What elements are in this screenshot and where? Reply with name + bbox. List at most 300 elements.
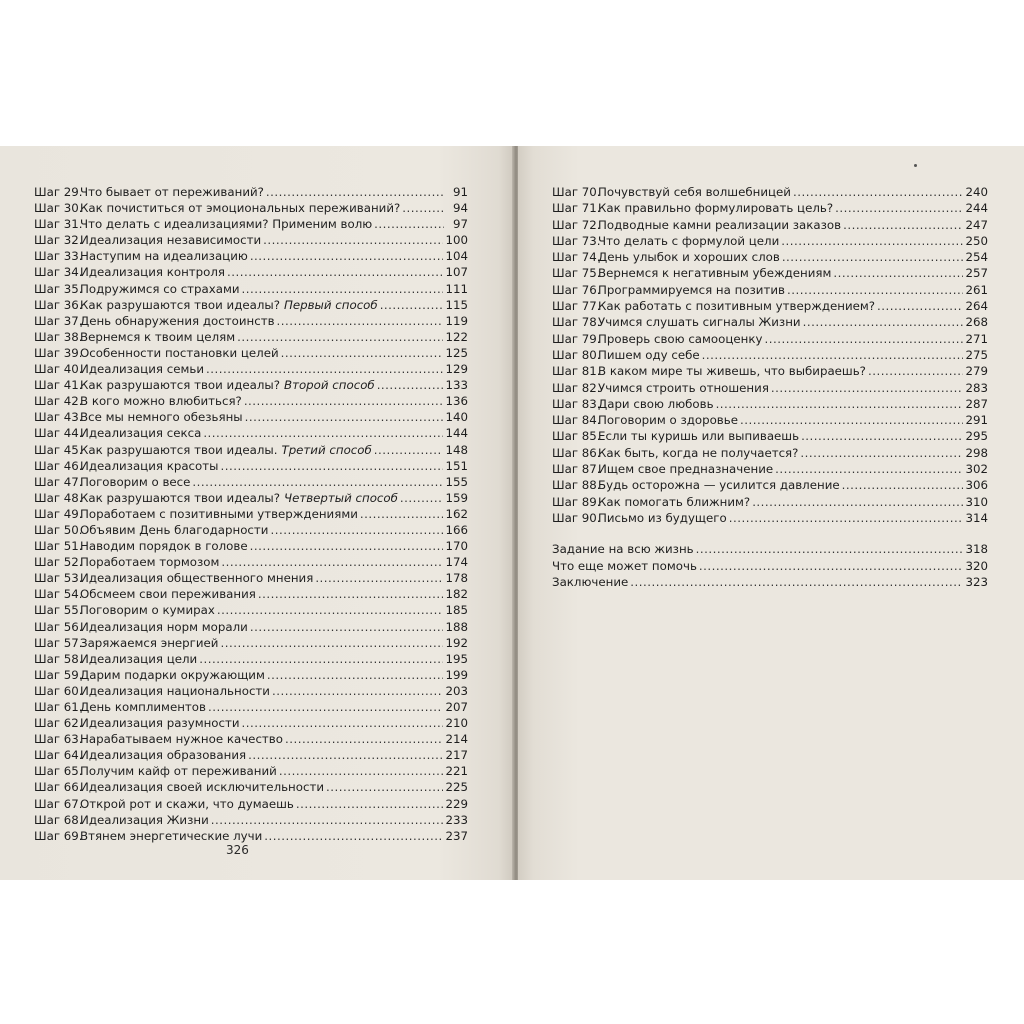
dot-leader [630, 574, 963, 591]
dot-leader [270, 522, 443, 538]
toc-page-number: 159 [445, 490, 468, 505]
toc-entry [34, 313, 468, 329]
toc-page-number: 233 [445, 812, 468, 827]
toc-entry-title: Подводные камни реализации заказов [598, 217, 842, 232]
toc-page-number: 237 [445, 828, 468, 843]
toc-page-number: 306 [965, 478, 988, 493]
dot-leader [192, 474, 443, 490]
toc-page-number: 247 [965, 217, 988, 232]
toc-entry [34, 329, 468, 345]
dot-leader [277, 313, 444, 329]
toc-page-number: 323 [965, 575, 988, 589]
toc-page-number: 264 [965, 299, 988, 314]
toc-page-number: 295 [965, 429, 988, 444]
dot-leader [696, 541, 964, 558]
toc-entry-title: Дарим подарки окружающим [80, 667, 265, 682]
toc-entry-subtitle: Второй способ [283, 378, 375, 393]
toc-page-number: 136 [445, 394, 468, 409]
dot-leader [793, 184, 964, 200]
toc-page-number: 271 [965, 331, 988, 346]
toc-entry-title: Получим кайф от переживаний [80, 764, 277, 779]
dot-leader [360, 506, 444, 522]
toc-entry [34, 297, 468, 313]
toc-entry-subtitle: Первый способ [283, 297, 378, 312]
toc-step-number: Шаг 47. [34, 474, 83, 489]
toc-entry [552, 396, 988, 412]
toc-step-number: Шаг 46. [34, 458, 83, 473]
toc-entry [34, 538, 468, 554]
dot-leader [782, 249, 964, 265]
toc-entry [34, 667, 468, 683]
toc-step-number: Шаг 66. [34, 780, 83, 795]
toc-page-number: 320 [965, 558, 988, 573]
toc-step-number: Шаг 79. [552, 331, 601, 346]
toc-page-number: 115 [445, 297, 468, 312]
toc-entry-title: Проверь свою самооценку [598, 331, 763, 346]
toc-entry-title: Поработаем с позитивными утверждениями [80, 506, 358, 521]
toc-page-number: 144 [445, 426, 468, 441]
dot-leader [833, 265, 963, 281]
toc-entry [34, 763, 468, 779]
dot-leader [380, 297, 444, 313]
toc-step-number: Шаг 84. [552, 413, 601, 428]
toc-step-number: Шаг 29. [34, 185, 83, 199]
toc-step-number: Шаг 61. [34, 700, 83, 714]
toc-page-number: 155 [445, 474, 468, 489]
toc-step-number: Шаг 80. [552, 347, 601, 362]
toc-page-number: 170 [445, 539, 468, 554]
toc-entry-title: Ищем свое предназначение [598, 462, 774, 477]
toc-entry [552, 363, 988, 379]
toc-page-number: 129 [445, 362, 468, 377]
toc-step-number: Шаг 53. [34, 571, 83, 586]
toc-page-number: 192 [445, 635, 468, 650]
toc-page-number: 182 [445, 587, 468, 602]
dot-leader [740, 412, 964, 428]
toc-entry [34, 570, 468, 586]
toc-page-number: 214 [445, 732, 468, 747]
dot-leader [211, 812, 444, 828]
toc-page-number: 229 [445, 796, 468, 811]
toc-entry [552, 380, 988, 396]
dot-leader [803, 314, 964, 330]
toc-page-number: 140 [445, 410, 468, 425]
toc-entry-title: День улыбок и хороших слов [598, 250, 780, 265]
toc-entry [34, 490, 468, 506]
toc-step-number: Шаг 58. [34, 651, 83, 666]
toc-entry-title: Что еще может помочь [552, 558, 697, 573]
toc-entry-title: Обсмеем свои переживания [80, 587, 256, 602]
toc-entry [34, 779, 468, 795]
toc-entry [34, 828, 468, 844]
toc-step-number: Шаг 31. [34, 217, 83, 232]
toc-entry [552, 217, 988, 233]
toc-entry-title: Наступим на идеализацию [80, 249, 248, 264]
dot-leader [801, 428, 963, 444]
dot-leader [781, 233, 963, 249]
toc-entry [552, 428, 988, 444]
toc-page-number: 287 [965, 396, 988, 411]
toc-entry-title: Идеализация красоты [80, 458, 219, 473]
left-page [0, 146, 514, 880]
toc-page-number: 257 [965, 266, 988, 281]
toc-page-number: 221 [445, 764, 468, 779]
dot-leader [264, 828, 443, 844]
toc-entry [552, 461, 988, 477]
toc-page-number: 310 [965, 494, 988, 509]
toc-step-number: Шаг 70. [552, 185, 601, 199]
toc-step-number: Шаг 57. [34, 635, 83, 650]
toc-step-number: Шаг 37. [34, 313, 83, 328]
toc-step-number: Шаг 75. [552, 266, 601, 281]
toc-page-number: 203 [445, 683, 468, 698]
toc-entry-subtitle: Четвертый способ [283, 490, 398, 505]
toc-page-number: 302 [965, 462, 988, 477]
print-speck [914, 164, 917, 167]
left-toc-list [34, 184, 468, 844]
toc-entry [552, 298, 988, 314]
toc-entry-title: Идеализация общественного мнения [80, 571, 314, 586]
dot-leader [250, 619, 444, 635]
dot-leader [764, 331, 963, 347]
toc-step-number: Шаг 30. [34, 201, 83, 216]
toc-step-number: Шаг 41. [34, 378, 83, 393]
dot-leader [400, 490, 444, 506]
toc-page-number: 195 [445, 651, 468, 666]
dot-leader [377, 377, 444, 393]
toc-entry-title: Заключение [552, 575, 629, 589]
toc-step-number: Шаг 82. [552, 380, 601, 395]
toc-page-number: 314 [965, 510, 988, 525]
toc-page-number: 133 [445, 378, 468, 393]
toc-entry-title: Дари свою любовь [598, 396, 714, 411]
toc-entry-title: Программируемся на позитив [598, 282, 785, 297]
toc-entry-title: Идеализация своей исключительности [80, 780, 325, 795]
toc-entry [552, 541, 988, 558]
toc-entry [34, 619, 468, 635]
toc-step-number: Шаг 86. [552, 445, 601, 460]
toc-entry [34, 715, 468, 731]
toc-entry [552, 558, 988, 575]
toc-entry [34, 586, 468, 602]
dot-leader [842, 477, 964, 493]
toc-entry-title: Как разрушаются твои идеалы? [80, 490, 280, 505]
dot-leader [250, 538, 444, 554]
dot-leader [296, 796, 444, 812]
toc-step-number: Шаг 71. [552, 201, 601, 216]
toc-entry [34, 409, 468, 425]
toc-entry [552, 331, 988, 347]
toc-entry [34, 232, 468, 248]
toc-entry-title: Как разрушаются твои идеалы? [80, 297, 280, 312]
dot-leader [402, 200, 444, 216]
toc-step-number: Шаг 48. [34, 490, 83, 505]
dot-leader [217, 602, 444, 618]
toc-page-number: 244 [965, 201, 988, 216]
dot-leader [374, 216, 444, 232]
toc-entry [552, 233, 988, 249]
toc-page-number: 217 [445, 748, 468, 763]
toc-entry [34, 216, 468, 232]
toc-entry-title: Как почиститься от эмоциональных переживаний? [80, 201, 401, 216]
dot-leader [227, 264, 443, 280]
toc-page-number: 318 [965, 542, 988, 556]
dot-leader [868, 363, 964, 379]
toc-entry [34, 683, 468, 699]
toc-entry-title: Что делать с идеализациями? Применим волю [80, 217, 373, 232]
toc-step-number: Шаг 59. [34, 667, 83, 682]
dot-leader [281, 345, 444, 361]
toc-entry-title: Идеализация национальности [80, 683, 270, 698]
dot-leader [800, 445, 963, 461]
toc-entry-title: Идеализация норм морали [80, 619, 248, 634]
toc-page-number: 94 [452, 201, 468, 216]
toc-entry-title: Письмо из будущего [598, 510, 727, 525]
dot-leader [843, 217, 963, 233]
dot-leader [263, 232, 443, 248]
toc-entry-title: Идеализация контроля [80, 265, 225, 280]
toc-page-number: 225 [445, 780, 468, 795]
toc-entry-title: Идеализация семьи [80, 362, 204, 377]
toc-entry-title: Нарабатываем нужное качество [80, 732, 283, 747]
toc-page-number: 210 [445, 716, 468, 731]
toc-page-number: 122 [445, 329, 468, 344]
toc-entry [552, 184, 988, 200]
dot-leader [221, 554, 443, 570]
toc-entry-title: Поработаем тормозом [80, 555, 220, 570]
toc-step-number: Шаг 62. [34, 716, 83, 731]
toc-entry-title: Идеализация независимости [80, 233, 262, 248]
toc-entry-title: Втянем энергетические лучи [80, 828, 263, 843]
dot-leader [242, 281, 444, 297]
toc-step-number: Шаг 44. [34, 426, 83, 441]
toc-entry [34, 812, 468, 828]
toc-entry [552, 265, 988, 281]
dot-leader [237, 329, 443, 345]
toc-entry-title: Почувствуй себя волшебницей [598, 185, 791, 199]
toc-step-number: Шаг 43. [34, 410, 83, 425]
toc-entry [34, 281, 468, 297]
toc-entry-title: Идеализация секса [80, 426, 202, 441]
toc-step-number: Шаг 56. [34, 619, 83, 634]
toc-step-number: Шаг 49. [34, 506, 83, 521]
toc-step-number: Шаг 73. [552, 233, 601, 248]
toc-entry [552, 249, 988, 265]
toc-entry [34, 442, 468, 458]
dot-leader [771, 380, 964, 396]
toc-entry [34, 393, 468, 409]
dot-leader [242, 715, 444, 731]
toc-entry [34, 651, 468, 667]
toc-entry [34, 747, 468, 763]
toc-step-number: Шаг 51. [34, 539, 83, 554]
toc-entry-title: Все мы немного обезьяны [80, 410, 243, 425]
toc-step-number: Шаг 65. [34, 764, 83, 779]
toc-page-number: 104 [445, 249, 468, 264]
toc-page-number: 199 [445, 667, 468, 682]
right-page [518, 146, 1024, 880]
toc-page-number: 261 [965, 282, 988, 297]
toc-step-number: Шаг 67. [34, 796, 83, 811]
toc-entry [34, 522, 468, 538]
toc-entry [552, 574, 988, 591]
toc-step-number: Шаг 64. [34, 748, 83, 763]
toc-entry-title: Поговорим о весе [80, 474, 191, 489]
dot-leader [248, 747, 443, 763]
toc-entry [552, 314, 988, 330]
toc-step-number: Шаг 35. [34, 281, 83, 296]
right-toc-list [552, 184, 988, 526]
toc-entry [552, 510, 988, 526]
toc-entry-title: Поговорим о здоровье [598, 413, 738, 428]
toc-entry [552, 347, 988, 363]
dot-leader [702, 347, 964, 363]
toc-page-number: 291 [965, 413, 988, 428]
page-number: 326 [226, 843, 249, 857]
dot-leader [835, 200, 963, 216]
dot-leader [258, 586, 444, 602]
toc-step-number: Шаг 85. [552, 429, 601, 444]
toc-page-number: 275 [965, 347, 988, 362]
toc-step-number: Шаг 36. [34, 297, 83, 312]
toc-step-number: Шаг 74. [552, 250, 601, 265]
toc-entry-title: Будь осторожна — усилится давление [598, 478, 840, 493]
toc-entry [34, 425, 468, 441]
toc-entry-title: Задание на всю жизнь [552, 542, 694, 556]
toc-entry [34, 248, 468, 264]
toc-entry [34, 635, 468, 651]
toc-entry-title: Как разрушаются твои идеалы. [80, 442, 278, 457]
toc-page-number: 97 [452, 217, 468, 232]
toc-step-number: Шаг 78. [552, 315, 601, 330]
toc-entry-title: Поговорим о кумирах [80, 603, 215, 618]
dot-leader [326, 779, 443, 795]
toc-entry-title: Наводим порядок в голове [80, 539, 248, 554]
book-spread [0, 146, 1024, 880]
dot-leader [206, 361, 443, 377]
toc-page-number: 125 [445, 345, 468, 360]
toc-entry [552, 477, 988, 493]
toc-entry [34, 474, 468, 490]
toc-entry-title: Пишем оду себе [598, 347, 700, 362]
dot-leader [266, 184, 444, 200]
toc-step-number: Шаг 83. [552, 396, 601, 411]
toc-entry [552, 282, 988, 298]
dot-leader [244, 393, 444, 409]
toc-entry-title: Вернемся к твоим целям [80, 329, 236, 344]
toc-step-number: Шаг 81. [552, 364, 601, 379]
toc-entry [34, 554, 468, 570]
dot-leader [267, 667, 444, 683]
toc-entry-title: Как помогать ближним? [598, 494, 751, 509]
toc-entry-title: Если ты куришь или выпиваешь [598, 429, 800, 444]
toc-entry-title: День обнаружения достоинств [80, 313, 275, 328]
toc-entry [34, 184, 468, 200]
toc-page-number: 111 [445, 281, 468, 296]
toc-page-number: 107 [445, 265, 468, 280]
dot-leader [199, 651, 443, 667]
dot-leader [752, 494, 963, 510]
dot-leader [272, 683, 444, 699]
toc-page-number: 162 [445, 506, 468, 521]
toc-entry [34, 345, 468, 361]
toc-entry-title: Как работать с позитивным утверждением? [598, 299, 876, 314]
toc-entry [34, 506, 468, 522]
toc-entry [34, 200, 468, 216]
toc-entry-title: Учимся слушать сигналы Жизни [598, 315, 801, 330]
toc-step-number: Шаг 69. [34, 828, 83, 843]
toc-step-number: Шаг 42. [34, 394, 83, 409]
toc-page-number: 151 [445, 458, 468, 473]
appendix-toc-list [552, 541, 988, 591]
toc-entry-title: Вернемся к негативным убеждениям [598, 266, 832, 281]
dot-leader [787, 282, 963, 298]
toc-page-number: 268 [965, 315, 988, 330]
toc-entry-title: Идеализация образования [80, 748, 247, 763]
toc-entry-title: Как быть, когда не получается? [598, 445, 799, 460]
toc-entry-title: Как разрушаются твои идеалы? [80, 378, 280, 393]
toc-step-number: Шаг 50. [34, 522, 83, 537]
toc-entry [34, 796, 468, 812]
toc-step-number: Шаг 38. [34, 329, 83, 344]
toc-entry-title: Идеализация разумности [80, 716, 240, 731]
dot-leader [716, 396, 964, 412]
toc-step-number: Шаг 32. [34, 233, 83, 248]
toc-entry [34, 377, 468, 393]
toc-entry-title: Учимся строить отношения [598, 380, 769, 395]
toc-step-number: Шаг 77. [552, 299, 601, 314]
toc-entry-title: В кого можно влюбиться? [80, 394, 242, 409]
toc-step-number: Шаг 52. [34, 555, 83, 570]
toc-step-number: Шаг 40. [34, 362, 83, 377]
dot-leader [315, 570, 443, 586]
dot-leader [374, 442, 444, 458]
dot-leader [729, 510, 964, 526]
toc-step-number: Шаг 68. [34, 812, 83, 827]
toc-entry-title: Что бывает от переживаний? [80, 185, 264, 199]
toc-step-number: Шаг 45. [34, 442, 83, 457]
toc-page-number: 283 [965, 380, 988, 395]
toc-step-number: Шаг 33. [34, 249, 83, 264]
toc-step-number: Шаг 89. [552, 494, 601, 509]
toc-step-number: Шаг 76. [552, 282, 601, 297]
dot-leader [203, 425, 443, 441]
toc-page-number: 174 [445, 555, 468, 570]
toc-entry [34, 361, 468, 377]
toc-entry [34, 264, 468, 280]
toc-page-number: 148 [445, 442, 468, 457]
toc-entry-title: Особенности постановки целей [80, 345, 279, 360]
toc-page-number: 178 [445, 571, 468, 586]
dot-leader [877, 298, 963, 314]
toc-entry-title: Подружимся со страхами [80, 281, 240, 296]
toc-entry-title: Идеализация цели [80, 651, 198, 666]
toc-step-number: Шаг 63. [34, 732, 83, 747]
toc-page-number: 250 [965, 233, 988, 248]
toc-entry-title: Как правильно формулировать цель? [598, 201, 834, 216]
toc-entry [552, 445, 988, 461]
toc-step-number: Шаг 72. [552, 217, 601, 232]
toc-entry-title: Заряжаемся энергией [80, 635, 219, 650]
toc-entry-subtitle: Третий способ [281, 442, 372, 457]
toc-page-number: 188 [445, 619, 468, 634]
toc-page-number: 298 [965, 445, 988, 460]
dot-leader [250, 248, 444, 264]
toc-page-number: 185 [445, 603, 468, 618]
toc-entry [34, 699, 468, 715]
toc-entry-title: Открой рот и скажи, что думаешь [80, 796, 294, 811]
toc-page-number: 207 [445, 700, 468, 714]
